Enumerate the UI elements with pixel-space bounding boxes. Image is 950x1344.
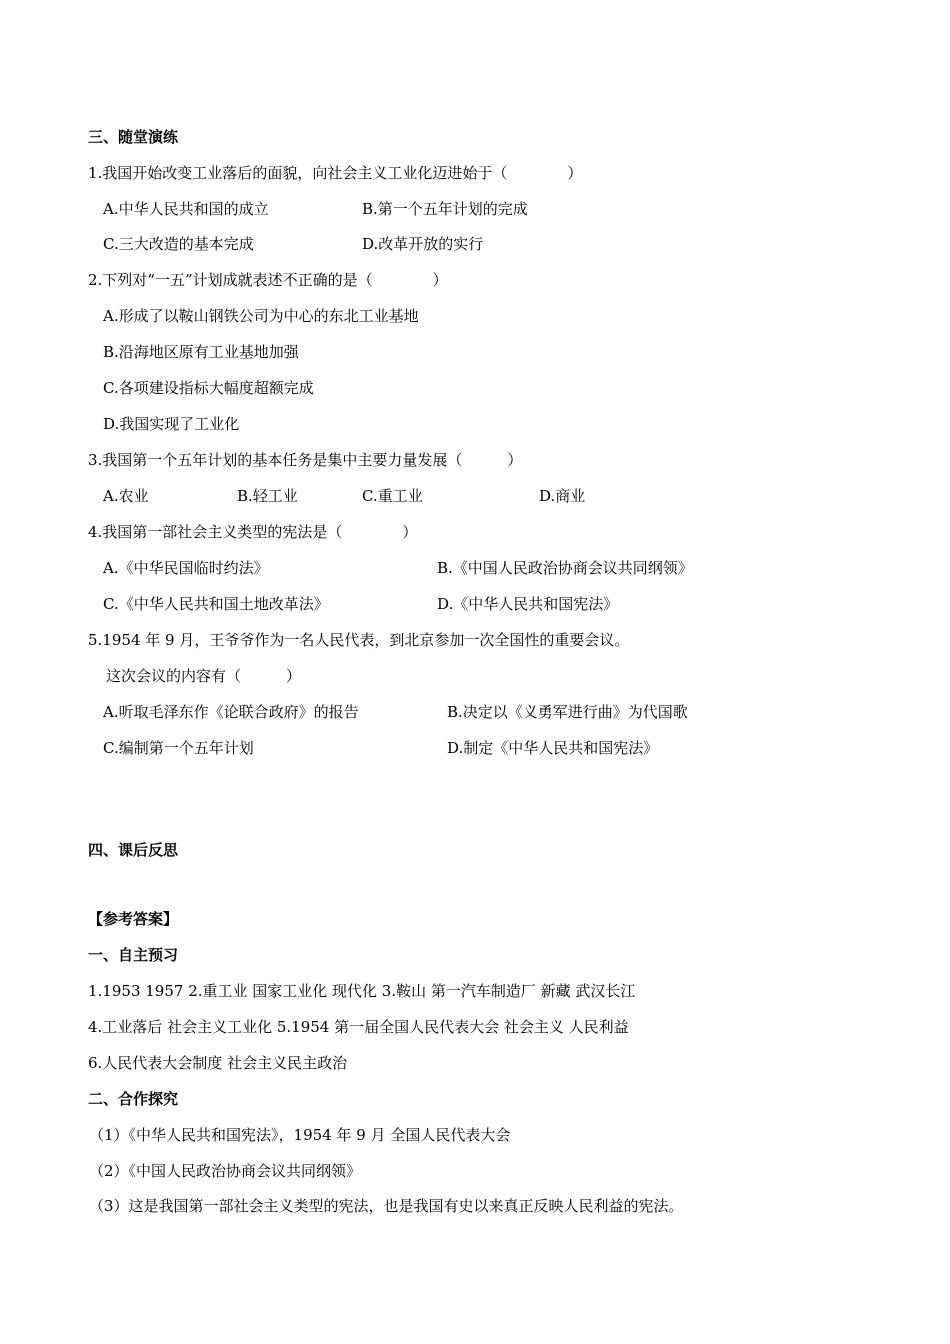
answers-part2-line-1: （1）《中华人民共和国宪法》，1954 年 9 月 全国人民代表大会 [89,1126,511,1144]
section-title-practice: 三、随堂演练 [88,128,179,146]
question-2-option-a: A.形成了以鞍山钢铁公司为中心的东北工业基地 [103,307,419,325]
question-4-option-b: B.《中国人民政治协商会议共同纲领》 [437,559,693,577]
question-2-option-c: C.各项建设指标大幅度超额完成 [103,379,314,397]
question-1-option-c: C.三大改造的基本完成 [103,235,254,253]
question-3-option-b: B.轻工业 [237,487,298,505]
question-4-option-c: C.《中华人民共和国土地改革法》 [103,595,329,613]
question-1-option-a: A.中华人民共和国的成立 [103,200,269,218]
question-2-stem: 2.下列对“一五”计划成就表述不正确的是（ ） [88,271,448,289]
question-4-option-a: A.《中华民国临时约法》 [103,559,269,577]
question-5-stem-continued: 这次会议的内容有（ ） [106,667,302,685]
question-5-option-d: D.制定《中华人民共和国宪法》 [447,739,659,757]
question-4-stem: 4.我国第一部社会主义类型的宪法是（ ） [88,523,418,541]
answers-part2-line-3: （3）这是我国第一部社会主义类型的宪法，也是我国有史以来真正反映人民利益的宪法。 [89,1197,684,1215]
question-3-option-d: D.商业 [539,487,586,505]
question-2-option-d: D.我国实现了工业化 [103,415,240,433]
question-5-stem: 5.1954 年 9 月，王爷爷作为一名人民代表，到北京参加一次全国性的重要会议。 [88,631,630,649]
answers-part1-line-3: 6.人民代表大会制度 社会主义民主政治 [88,1054,348,1072]
answers-part2-title: 二、合作探究 [88,1090,179,1108]
answers-part2-line-2: （2）《中国人民政治协商会议共同纲领》 [89,1162,362,1180]
answers-part1-title: 一、自主预习 [88,946,179,964]
answers-part1-line-1: 1.1953 1957 2.重工业 国家工业化 现代化 3.鞍山 第一汽车制造厂 新藏 武汉长江 [88,982,636,1000]
question-1-stem: 1.我国开始改变工业落后的面貌，向社会主义工业化迈进始于（ ） [88,164,583,182]
question-5-option-c: C.编制第一个五年计划 [103,739,254,757]
section-title-reflection: 四、课后反思 [88,841,179,859]
question-4-option-d: D.《中华人民共和国宪法》 [437,595,619,613]
question-2-option-b: B.沿海地区原有工业基地加强 [103,343,299,361]
question-5-option-a: A.听取毛泽东作《论联合政府》的报告 [103,703,359,721]
question-3-stem: 3.我国第一个五年计划的基本任务是集中主要力量发展（ ） [88,451,523,469]
question-1-option-d: D.改革开放的实行 [362,235,484,253]
question-5-option-b: B.决定以《义勇军进行曲》为代国歌 [447,703,688,721]
question-1-option-b: B.第一个五年计划的完成 [362,200,528,218]
question-3-option-a: A.农业 [103,487,149,505]
question-3-option-c: C.重工业 [362,487,423,505]
answers-part1-line-2: 4.工业落后 社会主义工业化 5.1954 第一届全国人民代表大会 社会主义 人民利益 [88,1018,629,1036]
answers-title: 【参考答案】 [88,910,179,928]
